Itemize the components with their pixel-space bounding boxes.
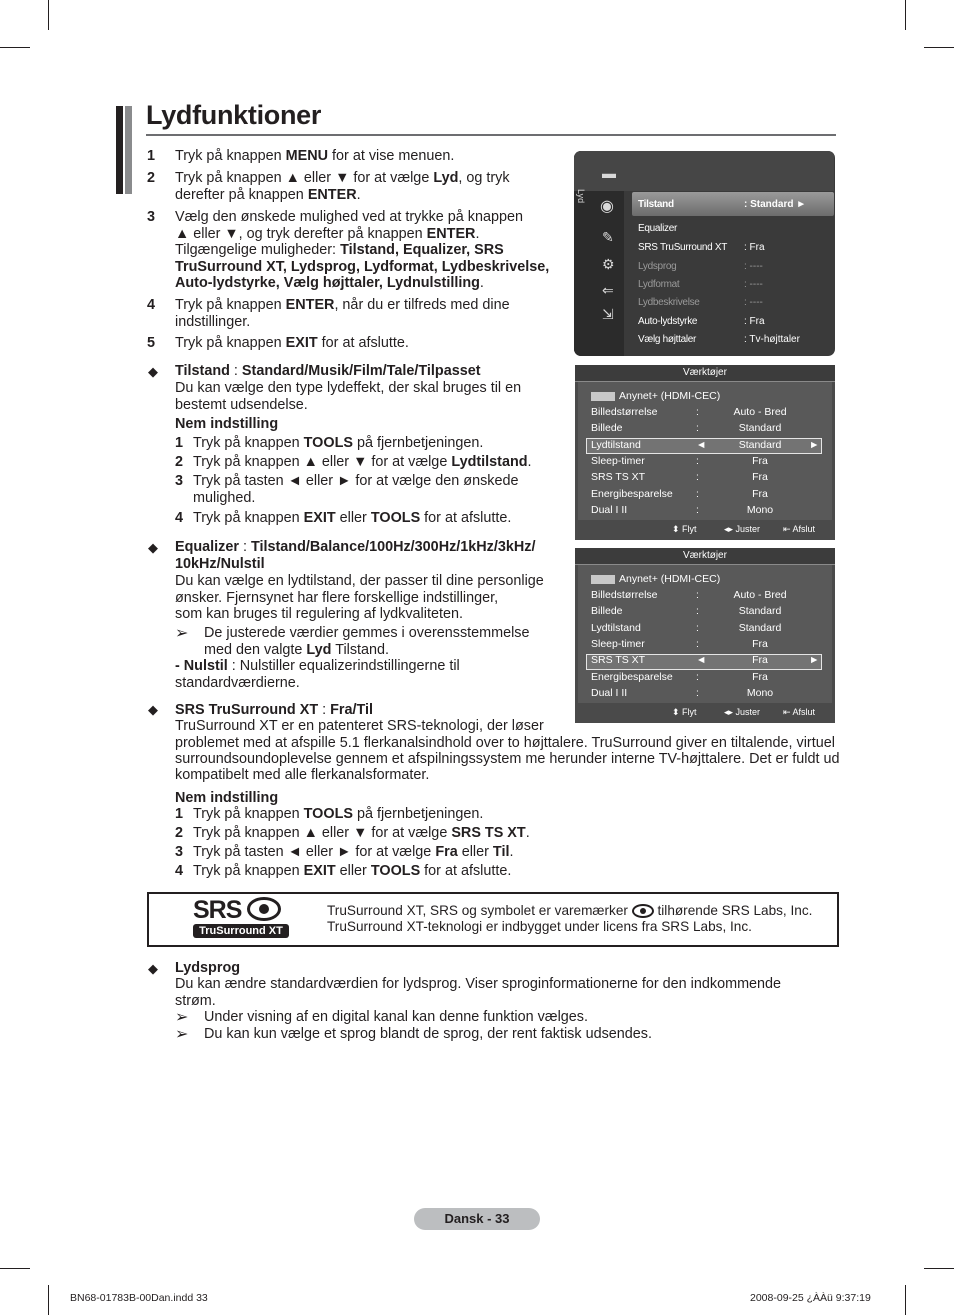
tools-menu-header: Værktøjer (575, 365, 835, 382)
footer-move: ⬍ Flyt (672, 707, 697, 717)
footer-move: ⬍ Flyt (672, 524, 697, 534)
row-separator: : (696, 488, 699, 500)
input-icon: ⇐ (602, 282, 614, 298)
tools-row-label[interactable]: Lydtilstand (591, 622, 641, 634)
step-number: 2 (147, 170, 156, 186)
menu-row-label[interactable]: Lydformat (638, 279, 680, 290)
srs-trademark-line-1 (327, 903, 812, 920)
row-separator: : (696, 589, 699, 601)
setup-icon: ⚙ (602, 256, 615, 272)
srs-logo (193, 898, 289, 938)
srs-nem-heading: Nem indstilling (175, 790, 279, 806)
anynet-row (591, 573, 720, 585)
menu-row-label[interactable]: Tilstand (638, 199, 674, 210)
menu-row-label[interactable]: Lydsprog (638, 261, 677, 272)
footer-exit: ⇤ Afslut (783, 707, 816, 717)
bullet-diamond: ◆ (148, 364, 158, 379)
anynet-logo-icon (591, 392, 615, 401)
row-separator: : (696, 622, 699, 634)
tools-row-value: Auto - Bred (733, 589, 787, 601)
channel-icon: ✎ (602, 229, 614, 245)
substep-number: 3 (175, 473, 184, 489)
srs-desc-3: surroundsoundoplevelse gennem et afspilningssystem me herunder interne TV-højttalere. Det er fuldt ud (175, 751, 840, 767)
srs-circle-icon (247, 897, 281, 921)
row-separator: : (696, 406, 699, 418)
tools-row-value: Standard (738, 622, 782, 634)
note-arrow-icon: ➢ (175, 1009, 189, 1026)
equalizer-note: De justerede værdier gemmes i overensstemmelse med den valgte Lyd Tilstand. (204, 625, 530, 658)
tools-row-label[interactable]: Billede (591, 605, 623, 617)
tools-row-value: Fra (752, 471, 768, 483)
srs-trademark-text-b: tilhørende SRS Labs, Inc. (657, 903, 813, 918)
equalizer-heading: Equalizer : Tilstand/Balance/100Hz/300Hz/1kHz/3kHz/ 10kHz/Nulstil (175, 539, 536, 572)
step-text: Tryk på knappen EXIT for at afslutte. (175, 335, 409, 351)
substep-number: 4 (175, 863, 184, 879)
menu-row-label[interactable]: Lydbeskrivelse (638, 297, 700, 308)
srs-trademark-box (147, 892, 839, 947)
step-number: 4 (147, 297, 156, 313)
lydsprog-desc: Du kan ændre standardværdien for lydsprog. Viser sproginformationerne for den indkommende strøm. (175, 976, 782, 1009)
anynet-logo-icon (591, 575, 615, 584)
srs-desc-1: TruSurround XT er en patenteret SRS-teknologi, der løser (175, 718, 544, 734)
substep-text: Tryk på knappen TOOLS på fjernbetjeningen. (193, 435, 484, 451)
anynet-label: Anynet+ (HDMI-CEC) (619, 390, 721, 402)
bullet-diamond: ◆ (148, 961, 158, 976)
equalizer-nulstil: - Nulstil : Nulstiller equalizerindstillingerne til standardværdierne. (175, 658, 460, 691)
left-arrow-icon[interactable]: ◄ (696, 439, 707, 451)
tools-row-value: Fra (752, 638, 768, 650)
anynet-label: Anynet+ (HDMI-CEC) (619, 573, 721, 585)
substep-number: 2 (175, 454, 184, 470)
tools-row-label[interactable]: Billedstørrelse (591, 406, 658, 418)
substep-text: Tryk på knappen ▲ eller ▼ for at vælge SRS TS XT. (193, 825, 530, 841)
step-number: 5 (147, 335, 156, 351)
anynet-row (591, 390, 720, 402)
note-arrow-icon: ➢ (175, 1026, 189, 1043)
srs-desc-4: kompatibelt med alle flerkanalsformater. (175, 767, 430, 783)
picture-icon: ▬ (602, 165, 616, 181)
tools-row-value: Mono (746, 504, 774, 516)
substep-number: 1 (175, 806, 184, 822)
tools-menu-header: Værktøjer (575, 548, 835, 565)
srs-logo-text: SRS (193, 896, 242, 924)
menu-row-value: : ---- (744, 279, 763, 290)
tools-row-value: Fra (752, 488, 768, 500)
step-text: Tryk på knappen MENU for at vise menuen. (175, 148, 455, 164)
tools-row-label[interactable]: Sleep-timer (591, 455, 645, 467)
application-icon: ⇲ (602, 306, 614, 322)
menu-row-value: : ---- (744, 261, 763, 272)
equalizer-desc: Du kan vælge en lydtilstand, der passer til dine personlige ønsker. Fjernsynet har flere forskellige indstillinger, som kan bruges til regulering af lydkvaliteten. (175, 573, 544, 623)
substep-text: Tryk på knappen EXIT eller TOOLS for at afslutte. (193, 863, 512, 879)
bullet-diamond: ◆ (148, 540, 158, 555)
tools-row-value: Standard (738, 422, 782, 434)
lydsprog-note-2: Du kan kun vælge et sprog blandt de sprog, der rent faktisk udsendes. (204, 1026, 652, 1042)
row-separator: : (696, 671, 699, 683)
footer-exit: ⇤ Afslut (783, 524, 816, 534)
row-separator: : (696, 504, 699, 516)
step-number: 1 (147, 148, 156, 164)
substep-number: 1 (175, 435, 184, 451)
tools-row-label[interactable]: Energibesparelse (591, 488, 673, 500)
srs-logo-sub: TruSurround XT (193, 924, 289, 938)
row-separator: : (696, 605, 699, 617)
page-number-badge: Dansk - 33 (414, 1208, 540, 1230)
tilstand-heading: Tilstand : Standard/Musik/Film/Tale/Tilpasset (175, 363, 481, 379)
tools-row-label[interactable]: Billedstørrelse (591, 589, 658, 601)
page-title: Lydfunktioner (146, 100, 322, 130)
tools-row-label[interactable]: Dual I II (591, 687, 628, 699)
tools-row-value: Auto - Bred (733, 406, 787, 418)
right-arrow-icon[interactable]: ► (809, 654, 820, 666)
footer-timestamp: 2008-09-25 ¿ÀÀü 9:37:19 (750, 1292, 871, 1304)
srs-trademark-line-2: TruSurround XT-teknologi er indbygget under licens fra SRS Labs, Inc. (327, 919, 752, 934)
substep-number: 2 (175, 825, 184, 841)
title-rule (146, 134, 836, 136)
tools-row-label[interactable]: SRS TS XT (591, 471, 646, 483)
tools-row-label[interactable]: Lydtilstand (591, 439, 641, 451)
substep-number: 3 (175, 844, 184, 860)
title-side-bar-grey (125, 106, 132, 194)
menu-row-value: : Standard ► (744, 199, 807, 210)
tools-menu-2 (575, 548, 835, 723)
substep-text: Tryk på tasten ◄ eller ► for at vælge Fra eller Til. (193, 844, 514, 860)
step-text: Tryk på knappen ENTER, når du er tilfreds med dine indstillinger. (175, 297, 510, 330)
srs-symbol-icon (632, 904, 654, 918)
substep-text: Tryk på knappen ▲ eller ▼ for at vælge Lydtilstand. (193, 454, 532, 470)
note-arrow-icon: ➢ (175, 625, 189, 642)
menu-row-label[interactable]: Auto-lydstyrke (638, 316, 698, 327)
srs-heading: SRS TruSurround XT : Fra/Til (175, 702, 374, 718)
tools-row-value: Fra (752, 455, 768, 467)
title-side-bar-dark (116, 106, 123, 194)
menu-side-label: Lyd (576, 189, 586, 204)
lydsprog-note-1: Under visning af en digital kanal kan denne funktion vælges. (204, 1009, 588, 1025)
row-separator: : (696, 422, 699, 434)
menu-row-value: : ---- (744, 297, 763, 308)
left-arrow-icon[interactable]: ◄ (696, 654, 707, 666)
tools-row-value: Fra (752, 671, 768, 683)
step-text: Vælg den ønskede mulighed ved at trykke på knappen ▲ eller ▼, og tryk derefter på knappen ENTER. Tilgængelige muligheder: Tilstand, Equalizer, SRS TruSurround XT, Lydsprog, Lydformat, Lydbeskrivelse, Auto-lydstyrke, Vælg højttaler, Lydnulstilling. (175, 209, 550, 292)
step-text: Tryk på knappen ▲ eller ▼ for at vælge Lyd, og tryk derefter på knappen ENTER. (175, 170, 510, 203)
tools-row-value: Mono (746, 687, 774, 699)
tools-row-label[interactable]: Energibesparelse (591, 671, 673, 683)
sound-icon: ◉ (600, 198, 614, 215)
right-arrow-icon[interactable]: ► (809, 439, 820, 451)
tools-row-value: Fra (752, 654, 768, 666)
footer-adjust: ◂▸ Juster (724, 707, 761, 717)
tilstand-nem-heading: Nem indstilling (175, 416, 279, 432)
substep-text: Tryk på tasten ◄ eller ► for at vælge den ønskede mulighed. (193, 473, 519, 506)
tilstand-desc: Du kan vælge den type lydeffekt, der skal bruges til en bestemt udsendelse. (175, 380, 522, 413)
substep-text: Tryk på knappen TOOLS på fjernbetjeningen. (193, 806, 484, 822)
srs-desc-2: problemet med at afspille 5.1 flerkanalsindhold over to højttalere. TruSurround giver en tiltalende, virtuel (175, 735, 835, 751)
tools-row-label[interactable]: SRS TS XT (591, 654, 646, 666)
row-separator: : (696, 455, 699, 467)
footer-file-name: BN68-01783B-00Dan.indd 33 (70, 1292, 208, 1304)
footer-adjust: ◂▸ Juster (724, 524, 761, 534)
menu-row-value: : Fra (744, 316, 765, 327)
tools-row-value: Standard (738, 439, 782, 451)
srs-trademark-text-a: TruSurround XT, SRS og symbolet er varemærker (327, 903, 628, 918)
menu-row-value: : Tv-højttaler (744, 334, 800, 345)
lydsprog-heading: Lydsprog (175, 960, 241, 976)
bullet-diamond: ◆ (148, 702, 158, 717)
substep-number: 4 (175, 510, 184, 526)
step-number: 3 (147, 209, 156, 225)
tools-row-label[interactable]: Sleep-timer (591, 638, 645, 650)
menu-row-value: : Fra (744, 242, 765, 253)
row-separator: : (696, 687, 699, 699)
sound-menu-screenshot (574, 151, 835, 356)
menu-row-label[interactable]: Vælg højttaler (638, 334, 697, 345)
row-separator: : (696, 638, 699, 650)
menu-row-label[interactable]: Equalizer (638, 223, 677, 234)
tools-menu-1 (575, 365, 835, 540)
tools-row-value: Standard (738, 605, 782, 617)
tools-row-label[interactable]: Dual I II (591, 504, 628, 516)
row-separator: : (696, 471, 699, 483)
tools-row-label[interactable]: Billede (591, 422, 623, 434)
substep-text: Tryk på knappen EXIT eller TOOLS for at afslutte. (193, 510, 512, 526)
menu-row-label[interactable]: SRS TruSurround XT (638, 242, 728, 253)
